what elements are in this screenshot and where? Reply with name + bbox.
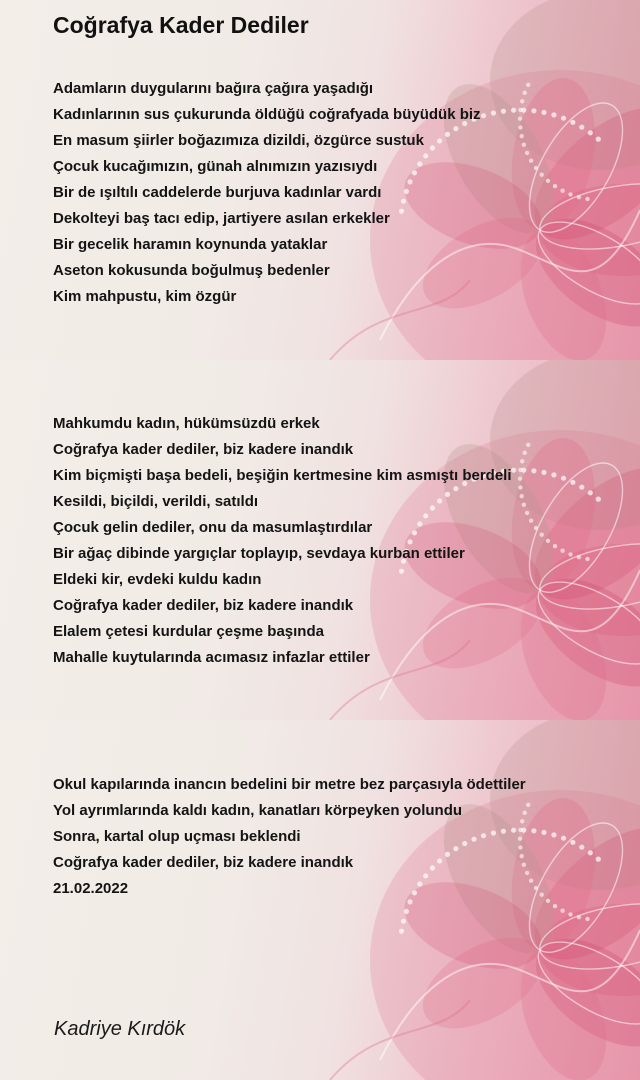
poem-line: Kesildi, biçildi, verildi, satıldı xyxy=(53,493,259,510)
poem-line: Mahkumdu kadın, hükümsüzdü erkek xyxy=(53,415,320,432)
poem-line: Adamların duygularını bağıra çağıra yaşadığı xyxy=(53,80,374,97)
poem-line: Kim biçmişti başa bedeli, beşiğin kertmesine kim asmıştı berdeli xyxy=(53,467,512,484)
author-signature: Kadriye Kırdök xyxy=(54,1018,186,1040)
poem-line: Bir de ışıltılı caddelerde burjuva kadınlar vardı xyxy=(53,184,382,201)
stanza-1 xyxy=(53,76,481,310)
stanza-3 xyxy=(53,772,526,902)
poem-line: Çocuk gelin dediler, onu da masumlaştırdılar xyxy=(53,519,373,536)
poem-line: Sonra, kartal olup uçması beklendi xyxy=(53,828,301,845)
poem-line: En masum şiirler boğazımıza dizildi, özgürce sustuk xyxy=(53,132,424,149)
poem-line: Bir ağaç dibinde yargıçlar toplayıp, sevdaya kurban ettiler xyxy=(53,545,465,562)
poem-line: Bir gecelik haramın koynunda yataklar xyxy=(53,236,328,253)
poem-line: Eldeki kir, evdeki kuldu kadın xyxy=(53,571,262,588)
poem-line: Yol ayrımlarında kaldı kadın, kanatları körpeyken yolundu xyxy=(53,802,463,819)
poem-line: Coğrafya kader dediler, biz kadere inandık xyxy=(53,854,354,871)
poem-line: Aseton kokusunda boğulmuş bedenler xyxy=(53,262,330,279)
stanza-2 xyxy=(53,411,512,671)
poem-title: Coğrafya Kader Dediler xyxy=(53,12,309,38)
poem-line: Dekolteyi baş tacı edip, jartiyere asılan erkekler xyxy=(53,210,390,227)
poem-line: Mahalle kuytularında acımasız infazlar ettiler xyxy=(53,649,370,666)
poem-line: Kim mahpustu, kim özgür xyxy=(53,288,237,305)
poem-line: Coğrafya kader dediler, biz kadere inandık xyxy=(53,597,354,614)
poem-line: Coğrafya kader dediler, biz kadere inandık xyxy=(53,441,354,458)
poem-line: Çocuk kucağımızın, günah alnımızın yazısıydı xyxy=(53,158,378,175)
poem-line: Okul kapılarında inancın bedelini bir metre bez parçasıyla ödettiler xyxy=(53,776,526,793)
poem-line: Kadınlarının sus çukurunda öldüğü coğrafyada büyüdük biz xyxy=(53,106,481,123)
poem-date: 21.02.2022 xyxy=(53,880,129,897)
poem-line: Elalem çetesi kurdular çeşme başında xyxy=(53,623,324,640)
